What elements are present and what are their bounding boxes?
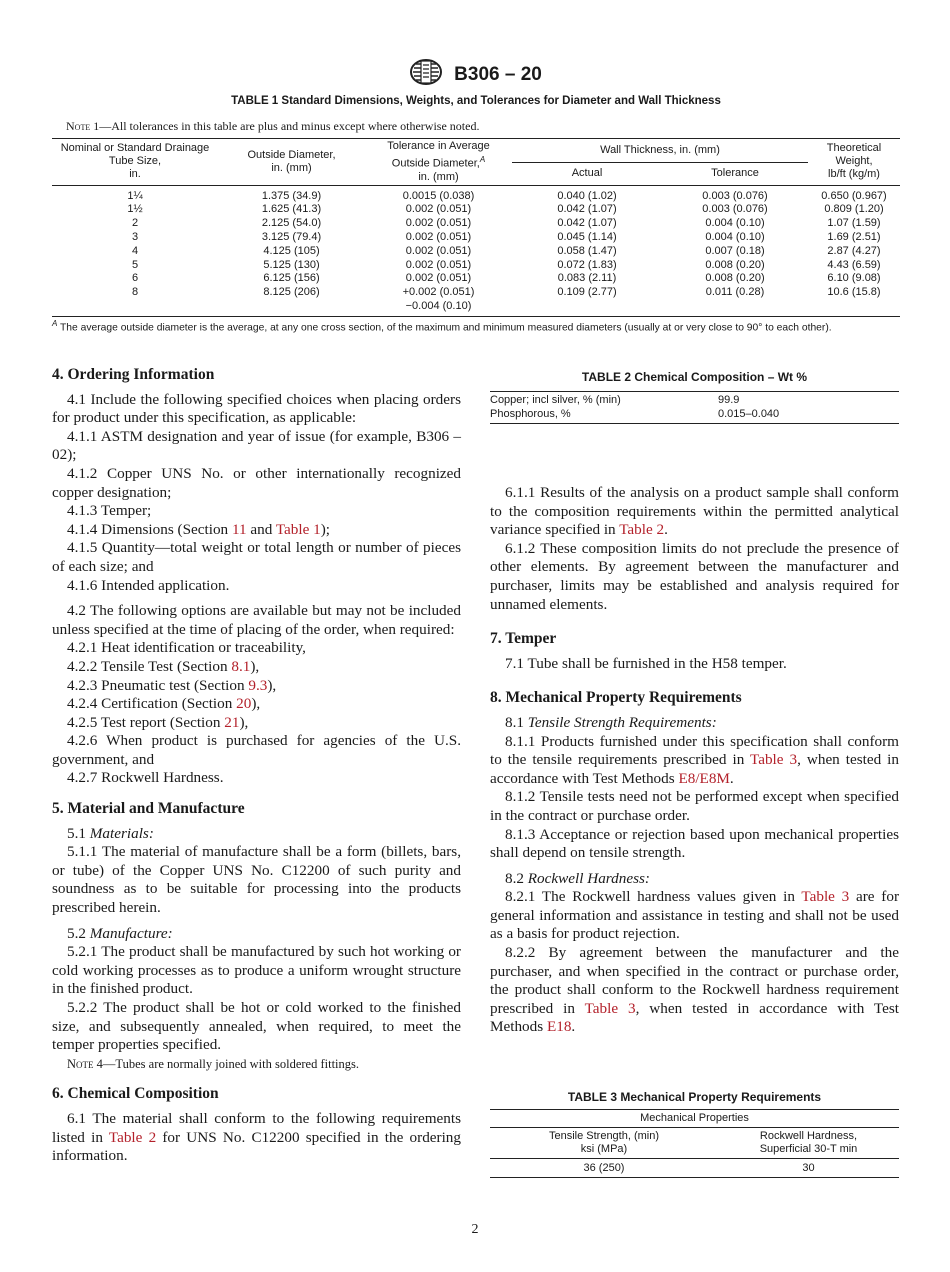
paragraph: 4.2.1 Heat identification or traceability, bbox=[67, 639, 306, 657]
page-number: 2 bbox=[471, 1222, 479, 1237]
table-row: 1½ 1.625 (41.3) 0.002 (0.051) 0.042 (1.07) 0.003 (0.076) 0.809 (1.20) bbox=[127, 203, 884, 216]
paragraph: 4.2.3 Pneumatic test (Section 9.3), bbox=[67, 676, 277, 694]
col-header-tensile: Tensile Strength, (min) ksi (MPa) bbox=[490, 1128, 718, 1159]
paragraph: 4.1.2 Copper UNS No. or other internationally recognized copper designation; bbox=[52, 464, 461, 501]
left-column bbox=[52, 366, 461, 1166]
section-7-heading: 7. Temper bbox=[490, 630, 557, 648]
document-header bbox=[0, 58, 950, 91]
paragraph: 5.1.1 The material of manufacture shall be a form (billets, bars, or tube) of the Copper UNS No. C12200 of such purity and soundness as to be suitable for processing into the products prescribed herein. bbox=[52, 843, 461, 917]
section-link[interactable]: 8.1 bbox=[231, 657, 251, 675]
paragraph: 5.1 Materials: bbox=[67, 824, 154, 842]
paragraph: 4.1.5 Quantity—total weight or total length or number of pieces of each size; and bbox=[52, 539, 461, 575]
paragraph: 5.2 Manufacture: bbox=[67, 924, 173, 942]
table-row: 4 4.125 (105) 0.002 (0.051) 0.058 (1.47) 0.007 (0.18) 2.87 (4.27) bbox=[131, 244, 881, 257]
table-link[interactable]: Table 2 bbox=[108, 1128, 157, 1146]
table-link[interactable]: Table 1 bbox=[275, 520, 321, 538]
section-5-heading: 5. Material and Manufacture bbox=[52, 800, 245, 818]
col-header-group: Mechanical Properties bbox=[490, 1110, 899, 1128]
section-link[interactable]: 20 bbox=[236, 695, 252, 713]
table1-note: Note 1—All tolerances in this table are plus and minus except where otherwise noted. bbox=[66, 119, 480, 133]
section-6-heading: 6. Chemical Composition bbox=[52, 1085, 219, 1103]
paragraph: 8.1.1 Products furnished under this specification shall conform to the tensile requirements prescribed in Table 3, when tested in accordance with Test Methods E8/E8M. bbox=[490, 732, 899, 787]
paragraph: 6.1.2 These composition limits do not preclude the presence of other elements. By agreement between the manufacturer and purchaser, limits may be established and analysis required for unnamed elements. bbox=[490, 539, 899, 613]
table-row: Phosphorous, % 0.015–0.040 bbox=[490, 407, 899, 424]
paragraph: 7.1 Tube shall be furnished in the H58 temper. bbox=[505, 654, 787, 672]
paragraph: 4.2.7 Rockwell Hardness. bbox=[67, 769, 224, 787]
section-8-heading: 8. Mechanical Property Requirements bbox=[490, 689, 742, 707]
paragraph: 4.1.4 Dimensions (Section 11 and Table 1); bbox=[67, 520, 331, 538]
table1-footnote: $^A$ The average outside diameter is the average, at any one cross section, of the maximum and minimum measured diameters (usually at or very close to 90° to each other). bbox=[52, 319, 832, 334]
table-row: 5 5.125 (130) 0.002 (0.051) 0.072 (1.83) 0.008 (0.20) 4.43 (6.59) bbox=[131, 258, 881, 271]
col-header-weight: Theoretical Weight, lb/ft (kg/m) bbox=[808, 139, 900, 186]
col-header-rockwell: Rockwell Hardness, Superficial 30-T min bbox=[718, 1128, 899, 1159]
paragraph: 4.2.4 Certification (Section 20), bbox=[67, 695, 261, 713]
right-column bbox=[490, 484, 899, 1037]
paragraph: 4.2.6 When product is purchased for agencies of the U.S. government, and bbox=[52, 732, 461, 768]
table2-caption: TABLE 2 Chemical Composition – Wt % bbox=[581, 370, 808, 384]
table1-caption: TABLE 1 Standard Dimensions, Weights, and Tolerances for Diameter and Wall Thickness bbox=[231, 95, 721, 107]
table-link[interactable]: Table 3 bbox=[801, 888, 850, 906]
table-row: 3 3.125 (79.4) 0.002 (0.051) 0.045 (1.14) 0.004 (0.10) 1.69 (2.51) bbox=[131, 231, 881, 244]
paragraph: 4.1.1 ASTM designation and year of issue (for example, B306 – 02); bbox=[52, 427, 461, 464]
section-link[interactable]: 9.3 bbox=[248, 676, 268, 694]
standard-link[interactable]: E8/E8M bbox=[678, 769, 730, 787]
paragraph: 8.1 Tensile Strength Requirements: bbox=[505, 713, 717, 731]
table-link[interactable]: Table 3 bbox=[584, 999, 636, 1017]
standard-link[interactable]: E18 bbox=[546, 1018, 572, 1036]
paragraph: 6.1 The material shall conform to the following requirements listed in Table 2 for UNS No. C12200 specified in the ordering information. bbox=[52, 1109, 461, 1165]
table3-mechanical-properties bbox=[490, 1109, 899, 1178]
paragraph: 5.2.2 The product shall be hot or cold worked to the finished size, and subsequently annealed, when required, to meet the temper properties specified. bbox=[52, 999, 461, 1054]
table3-caption: TABLE 3 Mechanical Property Requirements bbox=[567, 1090, 822, 1104]
paragraph: 5.2.1 The product shall be manufactured by such hot working or cold working processes as to produce a uniform wrought structure in the finished product. bbox=[52, 943, 461, 998]
col-header-wall: Wall Thickness, in. (mm) bbox=[512, 139, 808, 163]
paragraph: 8.2 Rockwell Hardness: bbox=[505, 869, 650, 887]
table-row: 6 6.125 (156) 0.002 (0.051) 0.083 (2.11) 0.008 (0.20) 6.10 (9.08) bbox=[131, 272, 881, 285]
paragraph: 8.1.3 Acceptance or rejection based upon mechanical properties shall depend on tensile strength. bbox=[490, 825, 899, 862]
note-4: Note 4—Tubes are normally joined with soldered fittings. bbox=[67, 1056, 360, 1071]
paragraph: 4.2.2 Tensile Test (Section 8.1), bbox=[67, 657, 260, 675]
document-designation: B306 – 20 bbox=[454, 63, 542, 85]
table-row: 8 8.125 (206) +0.002 (0.051) −0.004 (0.10) 0.109 (2.77) 0.011 (0.28) 10.6 (15.8) bbox=[52, 286, 900, 316]
section-link[interactable]: 21 bbox=[224, 713, 240, 731]
paragraph: 4.1 Include the following specified choices when placing orders for product under this specification, as applicable: bbox=[52, 390, 461, 427]
col-header-tolerance-od: Tolerance in Average Outside Diameter,$^A$ in. (mm) bbox=[365, 139, 512, 186]
col-header-od: Outside Diameter, in. (mm) bbox=[218, 139, 365, 186]
paragraph: 4.2 The following options are available but may not be included unless specified at the time of placing of the order, when required: bbox=[52, 602, 461, 638]
table-link[interactable]: Table 2 bbox=[619, 521, 665, 539]
table-link[interactable]: Table 3 bbox=[750, 751, 798, 769]
table-row: 1¼ 1.375 (34.9) 0.0015 (0.038) 0.040 (1.02) 0.003 (0.076) 0.650 (0.967) bbox=[127, 189, 887, 202]
table-row: Copper; incl silver, % (min) 99.9 bbox=[490, 392, 899, 408]
table1-dimensions bbox=[52, 138, 900, 317]
paragraph: 6.1.1 Results of the analysis on a product sample shall conform to the composition requirements within the permitted analytical variance specified in Table 2. bbox=[490, 484, 899, 539]
paragraph: 4.2.5 Test report (Section 21), bbox=[67, 713, 249, 731]
table-row: 36 (250) 30 bbox=[490, 1159, 899, 1178]
table2-chemical-composition bbox=[490, 391, 899, 424]
paragraph: 4.1.3 Temper; bbox=[67, 502, 152, 520]
paragraph: 8.2.1 The Rockwell hardness values given in Table 3 are for general information and assistance in testing and shall not be used as a basis for product rejection. bbox=[490, 888, 899, 943]
section-4-heading: 4. Ordering Information bbox=[52, 366, 215, 383]
table-row: 2 2.125 (54.0) 0.002 (0.051) 0.042 (1.07) 0.004 (0.10) 1.07 (1.59) bbox=[131, 217, 881, 230]
col-header-wall-tolerance: Tolerance bbox=[662, 162, 808, 185]
paragraph: 8.2.2 By agreement between the manufacturer and the purchaser, and when specified in the contract or purchase order, the product shall conform to the Rockwell hardness requirement prescribed in Table 3, when tested in accordance with Test Methods E18. bbox=[490, 944, 900, 1036]
paragraph: 4.1.6 Intended application. bbox=[67, 576, 230, 594]
astm-logo-icon bbox=[408, 58, 444, 91]
paragraph: 8.1.2 Tensile tests need not be performed except when specified in the contract or purchase order. bbox=[490, 788, 899, 824]
section-link[interactable]: 11 bbox=[231, 520, 247, 538]
col-header-size: Nominal or Standard Drainage Tube Size, in. bbox=[52, 139, 218, 186]
col-header-actual: Actual bbox=[512, 162, 662, 185]
